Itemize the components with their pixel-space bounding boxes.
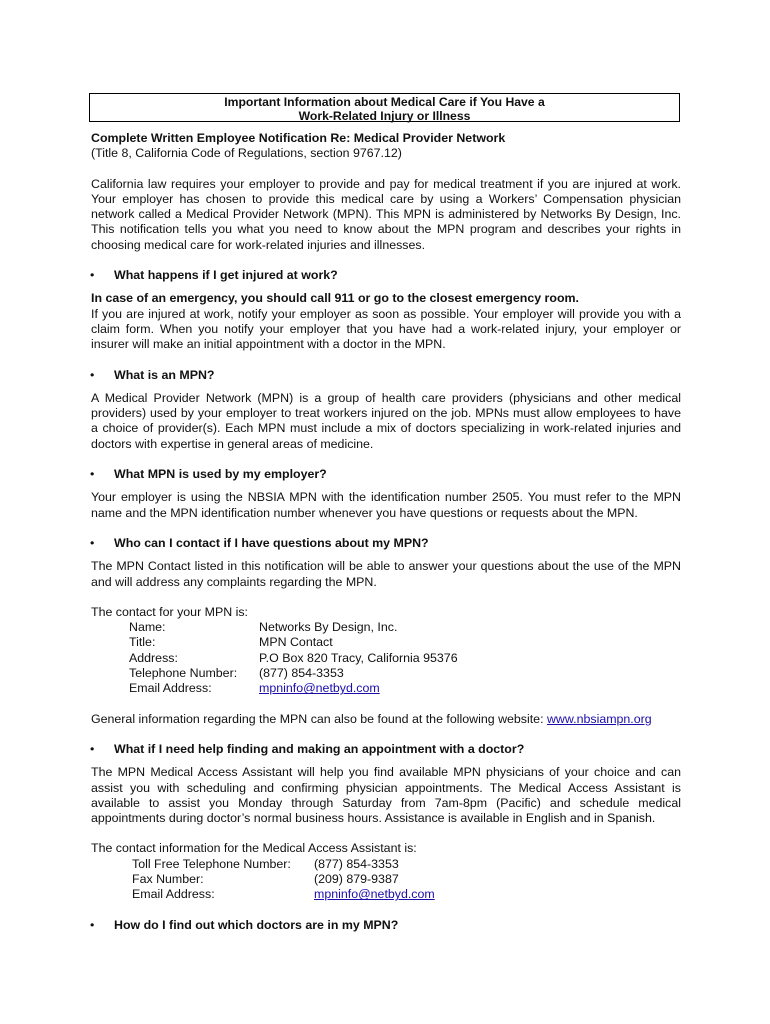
mpn-contact-paragraph: The MPN Contact listed in this notification will be able to answer your questions about the use of the MPN and will address any complaints regarding the MPN.: [91, 559, 681, 589]
contact-label: Fax Number:: [132, 871, 204, 886]
bullet-icon: •: [90, 467, 95, 482]
title-line-1: Important Information about Medical Care if You Have a: [224, 95, 545, 109]
contact-row-telephone: [129, 666, 458, 681]
question-appointment-help: [91, 742, 681, 757]
contact-row-address: [129, 651, 458, 666]
contact-value: P.O Box 820 Tracy, California 95376: [259, 650, 458, 665]
question-text: What MPN is used by my employer?: [114, 467, 327, 482]
website-text: General information regarding the MPN can also be found at the following website:: [91, 711, 544, 726]
contact-value: Networks By Design, Inc.: [259, 620, 398, 635]
question-text: How do I find out which doctors are in my MPN?: [114, 917, 399, 932]
bullet-icon: •: [90, 367, 95, 382]
question-which-mpn: [91, 467, 681, 482]
emergency-notice: In case of an emergency, you should call 911 or go to the closest emergency room.: [91, 291, 579, 306]
contact-row-email: [129, 681, 458, 696]
question-find-doctors: [91, 918, 681, 933]
employer-mpn-paragraph: Your employer is using the NBSIA MPN with the identification number 2505. You must refer to the MPN name and the MPN identification number whenever you have questions or requests about the MPN.: [91, 490, 681, 520]
question-text: What if I need help finding and making an appointment with a doctor?: [114, 741, 525, 756]
contact-label: Address:: [129, 650, 178, 665]
question-text: What happens if I get injured at work?: [114, 268, 338, 283]
intro-paragraph: California law requires your employer to provide and pay for medical treatment if you are injured at work. Your employer has chosen to provide this medical care by using a Workers’ Compensation physician network called a Medical Provider Network (MPN). This MPN is administered by Networks By Design, Inc. This notification tells you what you need to know about the MPN program and describes your rights in choosing medical care for work-related injuries and illnesses.: [91, 176, 681, 252]
assistant-row-fax: [132, 872, 435, 887]
title-line-2: Work-Related Injury or Illness: [298, 109, 471, 123]
website-paragraph: [91, 712, 681, 727]
contact-label: Toll Free Telephone Number:: [132, 856, 291, 871]
question-text: What is an MPN?: [114, 367, 215, 382]
notice-title: Complete Written Employee Notification Re: Medical Provider Network: [91, 131, 506, 145]
contact-row-title: [129, 635, 458, 650]
question-injured-at-work: [91, 268, 681, 283]
bullet-icon: •: [90, 268, 95, 283]
access-assistant-paragraph: The MPN Medical Access Assistant will help you find available MPN physicians of your choice and can assist you with scheduling and confirming physician appointments. The Medical Access Assistant is available to assist you Monday through Saturday from 7am-8pm (Pacific) and schedule medical appointments during doctor’s normal business hours. Assistance is available in English and in Spanish.: [91, 765, 681, 826]
title-box: [89, 93, 680, 122]
contact-label: Name:: [129, 620, 166, 635]
bullet-icon: •: [90, 917, 95, 932]
question-who-to-contact: [91, 536, 681, 551]
contact-label: Email Address:: [132, 887, 215, 902]
contact-label: Telephone Number:: [129, 666, 238, 681]
injured-paragraph: If you are injured at work, notify your employer as soon as possible. Your employer will provide you with a claim form. When you notify your employer that you have had a work-related injury, your employer or insurer will make an initial appointment with a doctor in the MPN.: [91, 306, 681, 352]
contact-row-name: [129, 620, 458, 635]
bullet-icon: •: [90, 535, 95, 550]
website-link[interactable]: www.nbsiampn.org: [546, 711, 652, 726]
notice-citation: (Title 8, California Code of Regulations, section 9767.12): [91, 146, 402, 161]
assistant-email-link[interactable]: mpninfo@netbyd.com: [314, 887, 435, 902]
assistant-contact-table: [132, 857, 435, 903]
contact-label: Email Address:: [129, 681, 212, 696]
contact-value: MPN Contact: [259, 635, 333, 650]
question-what-is-mpn: [91, 368, 681, 383]
assistant-row-tollfree: [132, 857, 435, 872]
assistant-row-email: [132, 887, 435, 902]
document-body: [91, 131, 681, 933]
question-text: Who can I contact if I have questions about my MPN?: [114, 535, 429, 550]
contact-intro: The contact for your MPN is:: [91, 604, 249, 619]
mpn-definition-paragraph: A Medical Provider Network (MPN) is a group of health care providers (physicians and other medical providers) used by your employer to treat workers injured on the job. MPNs must allow employees to have a choice of provider(s). Each MPN must include a mix of doctors specializing in work-related injuries and doctors with expertise in general areas of medicine.: [91, 390, 681, 451]
contact-label: Title:: [129, 635, 156, 650]
mpn-contact-table: [129, 620, 458, 696]
mpn-email-link[interactable]: mpninfo@netbyd.com: [259, 681, 380, 696]
contact-value: (209) 879-9387: [314, 871, 399, 886]
bullet-icon: •: [90, 741, 95, 756]
assistant-contact-intro: The contact information for the Medical Access Assistant is:: [91, 841, 417, 856]
contact-value: (877) 854-3353: [259, 666, 344, 681]
contact-value: (877) 854-3353: [314, 856, 399, 871]
